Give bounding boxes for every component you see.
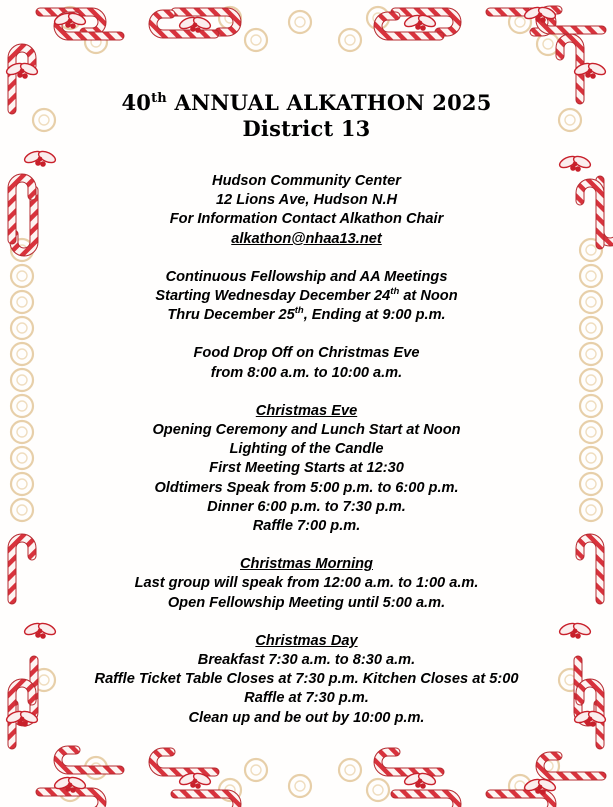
schedule-item: Lighting of the Candle bbox=[229, 441, 384, 458]
christmas-day-section bbox=[70, 632, 543, 728]
title-ordinal: th bbox=[151, 91, 167, 106]
christmas-day-heading: Christmas Day bbox=[255, 632, 358, 649]
fellowship-end-ordinal: th bbox=[294, 305, 304, 317]
schedule-item: Raffle 7:00 p.m. bbox=[252, 518, 361, 535]
page-subtitle: District 13 bbox=[242, 116, 371, 141]
fellowship-end-time: , Ending at 9:00 p.m. bbox=[303, 307, 446, 324]
fellowship-start-date: Starting Wednesday December 24 bbox=[155, 288, 391, 305]
schedule-item: Oldtimers Speak from 5:00 p.m. to 6:00 p.m. bbox=[154, 479, 459, 496]
schedule-item: Raffle Ticket Table Closes at 7:30 p.m. Kitchen Closes at 5:00 bbox=[94, 671, 519, 688]
christmas-morning-heading: Christmas Morning bbox=[240, 556, 373, 573]
fellowship-line-2 bbox=[70, 287, 543, 306]
venue-name: Hudson Community Center bbox=[212, 173, 401, 189]
title-text: ANNUAL ALKATHON 2025 bbox=[174, 90, 492, 115]
schedule-item: Open Fellowship Meeting until 5:00 a.m. bbox=[167, 594, 446, 611]
page-title bbox=[0, 90, 613, 116]
christmas-eve-section bbox=[70, 402, 543, 536]
event-details bbox=[70, 172, 543, 747]
location-section bbox=[70, 172, 543, 249]
food-line-2: from 8:00 a.m. to 10:00 a.m. bbox=[210, 364, 403, 381]
schedule-item: Clean up and be out by 10:00 p.m. bbox=[188, 709, 425, 726]
food-line-1: Food Drop Off on Christmas Eve bbox=[193, 345, 420, 362]
contact-email-link[interactable]: alkathon@nhaa13.net bbox=[231, 230, 382, 247]
schedule-item: Dinner 6:00 p.m. to 7:30 p.m. bbox=[207, 498, 406, 515]
fellowship-start-time: at Noon bbox=[399, 288, 458, 305]
right-candy-canes bbox=[560, 38, 613, 745]
schedule-item: Last group will speak from 12:00 a.m. to 1:00 a.m. bbox=[134, 575, 479, 592]
schedule-item: Opening Ceremony and Lunch Start at Noon bbox=[152, 422, 461, 439]
fellowship-line-1: Continuous Fellowship and AA Meetings bbox=[165, 268, 448, 285]
christmas-morning-section bbox=[70, 555, 543, 613]
bottom-candy-canes bbox=[40, 750, 602, 807]
schedule-item: Breakfast 7:30 a.m. to 8:30 a.m. bbox=[197, 652, 416, 669]
title-number: 40 bbox=[121, 90, 152, 115]
title-block bbox=[0, 90, 613, 142]
fellowship-end-date: Thru December 25 bbox=[167, 307, 295, 324]
contact-line: For Information Contact Alkathon Chair bbox=[169, 211, 444, 228]
schedule-item: Raffle at 7:30 p.m. bbox=[244, 690, 369, 707]
fellowship-line-3 bbox=[70, 306, 543, 325]
fellowship-start-ordinal: th bbox=[390, 286, 400, 298]
christmas-eve-heading: Christmas Eve bbox=[255, 402, 358, 419]
venue-address: 12 Lions Ave, Hudson N.H bbox=[215, 192, 398, 209]
fellowship-section bbox=[70, 268, 543, 326]
food-section bbox=[70, 344, 543, 382]
schedule-item: First Meeting Starts at 12:30 bbox=[209, 460, 404, 477]
